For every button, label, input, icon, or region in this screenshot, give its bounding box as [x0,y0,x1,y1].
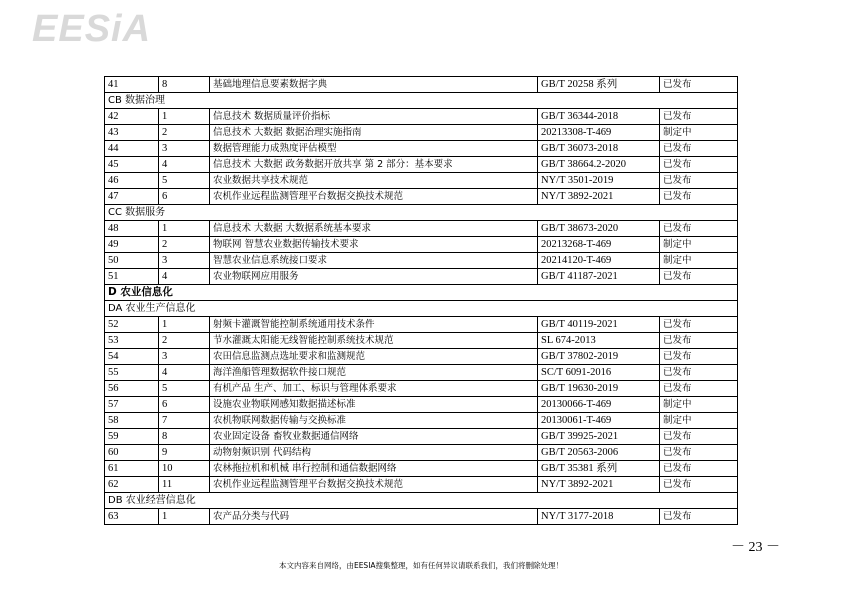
standard-code-cell: 20213308-T-469 [538,125,660,141]
table-row [105,381,738,397]
table-row [105,125,738,141]
table-row [105,173,738,189]
status-cell: 已发布 [660,269,738,285]
standards-table-body [105,77,738,525]
sequence-cell: 2 [159,125,210,141]
standard-code-cell: GB/T 41187-2021 [538,269,660,285]
standard-code-cell: 20130061-T-469 [538,413,660,429]
sequence-cell: 6 [159,397,210,413]
standard-code-cell: NY/T 3177-2018 [538,509,660,525]
row-number-cell: 51 [105,269,159,285]
sequence-cell: 5 [159,173,210,189]
table-row [105,445,738,461]
table-row [105,397,738,413]
standard-name-cell: 农林拖拉机和机械 串行控制和通信数据网络 [210,461,538,477]
table-row [105,413,738,429]
table-row [105,365,738,381]
standard-code-cell: NY/T 3892-2021 [538,477,660,493]
status-cell: 已发布 [660,349,738,365]
sequence-cell: 4 [159,269,210,285]
standard-name-cell: 信息技术 大数据 大数据系统基本要求 [210,221,538,237]
table-row [105,461,738,477]
table-row [105,157,738,173]
row-number-cell: 61 [105,461,159,477]
standard-code-cell: NY/T 3892-2021 [538,189,660,205]
table-row [105,317,738,333]
subcategory-heading: CB 数据治理 [105,93,738,109]
sequence-cell: 3 [159,253,210,269]
row-number-cell: 60 [105,445,159,461]
row-number-cell: 55 [105,365,159,381]
standard-code-cell: NY/T 3501-2019 [538,173,660,189]
table-row [105,141,738,157]
status-cell: 已发布 [660,221,738,237]
status-cell: 已发布 [660,317,738,333]
standard-code-cell: GB/T 39925-2021 [538,429,660,445]
row-number-cell: 56 [105,381,159,397]
sequence-cell: 2 [159,333,210,349]
row-number-cell: 53 [105,333,159,349]
table-row [105,269,738,285]
subcategory-heading: DB 农业经营信息化 [105,493,738,509]
subcategory-heading: DA 农业生产信息化 [105,301,738,317]
sequence-cell: 1 [159,317,210,333]
row-number-cell: 44 [105,141,159,157]
standard-code-cell: GB/T 38664.2-2020 [538,157,660,173]
standard-code-cell: GB/T 20258 系列 [538,77,660,93]
status-cell: 已发布 [660,461,738,477]
status-cell: 制定中 [660,125,738,141]
standard-name-cell: 智慧农业信息系统接口要求 [210,253,538,269]
category-heading-row [105,285,738,301]
row-number-cell: 59 [105,429,159,445]
standard-name-cell: 设施农业物联网感知数据描述标准 [210,397,538,413]
status-cell: 已发布 [660,429,738,445]
standard-name-cell: 农业数据共享技术规范 [210,173,538,189]
standard-name-cell: 信息技术 大数据 数据治理实施指南 [210,125,538,141]
status-cell: 已发布 [660,509,738,525]
standard-name-cell: 节水灌溉太阳能无线智能控制系统技术规范 [210,333,538,349]
sequence-cell: 6 [159,189,210,205]
standard-name-cell: 农机物联网数据传输与交换标准 [210,413,538,429]
row-number-cell: 47 [105,189,159,205]
subcategory-heading-row [105,205,738,221]
status-cell: 已发布 [660,77,738,93]
standard-name-cell: 射频卡灌溉智能控制系统通用技术条件 [210,317,538,333]
sequence-cell: 8 [159,429,210,445]
status-cell: 已发布 [660,445,738,461]
status-cell: 制定中 [660,237,738,253]
row-number-cell: 50 [105,253,159,269]
status-cell: 已发布 [660,333,738,349]
standard-code-cell: 20214120-T-469 [538,253,660,269]
sequence-cell: 11 [159,477,210,493]
table-row [105,349,738,365]
standard-name-cell: 农田信息监测点选址要求和监测规范 [210,349,538,365]
table-row [105,237,738,253]
sequence-cell: 4 [159,365,210,381]
table-row [105,509,738,525]
status-cell: 已发布 [660,157,738,173]
status-cell: 已发布 [660,189,738,205]
row-number-cell: 45 [105,157,159,173]
sequence-cell: 3 [159,349,210,365]
standard-code-cell: 20130066-T-469 [538,397,660,413]
standard-code-cell: GB/T 36073-2018 [538,141,660,157]
row-number-cell: 42 [105,109,159,125]
standard-code-cell: 20213268-T-469 [538,237,660,253]
table-row [105,477,738,493]
sequence-cell: 1 [159,221,210,237]
row-number-cell: 62 [105,477,159,493]
standard-name-cell: 农业物联网应用服务 [210,269,538,285]
row-number-cell: 58 [105,413,159,429]
row-number-cell: 48 [105,221,159,237]
sequence-cell: 9 [159,445,210,461]
row-number-cell: 41 [105,77,159,93]
row-number-cell: 46 [105,173,159,189]
standard-code-cell: GB/T 36344-2018 [538,109,660,125]
sequence-cell: 8 [159,77,210,93]
subcategory-heading-row [105,301,738,317]
status-cell: 制定中 [660,413,738,429]
standard-code-cell: GB/T 40119-2021 [538,317,660,333]
table-row [105,429,738,445]
sequence-cell: 4 [159,157,210,173]
subcategory-heading-row [105,93,738,109]
status-cell: 已发布 [660,109,738,125]
subcategory-heading-row [105,493,738,509]
table-row [105,221,738,237]
page-number: － 23 － [731,540,780,555]
sequence-cell: 1 [159,509,210,525]
sequence-cell: 10 [159,461,210,477]
subcategory-heading: CC 数据服务 [105,205,738,221]
standard-code-cell: GB/T 20563-2006 [538,445,660,461]
row-number-cell: 57 [105,397,159,413]
standard-code-cell: SL 674-2013 [538,333,660,349]
standard-name-cell: 农机作业远程监测管理平台数据交换技术规范 [210,189,538,205]
standard-name-cell: 物联网 智慧农业数据传输技术要求 [210,237,538,253]
status-cell: 已发布 [660,381,738,397]
status-cell: 已发布 [660,477,738,493]
standard-name-cell: 海洋渔船管理数据软件接口规范 [210,365,538,381]
status-cell: 已发布 [660,173,738,189]
standard-name-cell: 动物射频识别 代码结构 [210,445,538,461]
standard-name-cell: 有机产品 生产、加工、标识与管理体系要求 [210,381,538,397]
row-number-cell: 63 [105,509,159,525]
category-heading: D 农业信息化 [105,285,738,301]
sequence-cell: 3 [159,141,210,157]
table-row [105,189,738,205]
row-number-cell: 52 [105,317,159,333]
standard-name-cell: 信息技术 数据质量评价指标 [210,109,538,125]
standard-name-cell: 数据管理能力成熟度评估模型 [210,141,538,157]
standard-name-cell: 基础地理信息要素数据字典 [210,77,538,93]
status-cell: 制定中 [660,397,738,413]
standards-table [104,76,738,525]
standard-code-cell: GB/T 19630-2019 [538,381,660,397]
table-row [105,253,738,269]
standard-name-cell: 农机作业远程监测管理平台数据交换技术规范 [210,477,538,493]
row-number-cell: 43 [105,125,159,141]
table-row [105,333,738,349]
standard-code-cell: SC/T 6091-2016 [538,365,660,381]
table-row [105,109,738,125]
sequence-cell: 1 [159,109,210,125]
footer-disclaimer: 本文内容来自网络，由EESIA搜集整理，如有任何异议请联系我们，我们将删除处理！ [278,561,564,570]
status-cell: 制定中 [660,253,738,269]
eesia-logo: EESiA [32,8,152,50]
row-number-cell: 54 [105,349,159,365]
sequence-cell: 2 [159,237,210,253]
status-cell: 已发布 [660,365,738,381]
standard-name-cell: 农业固定设备 畜牧业数据通信网络 [210,429,538,445]
sequence-cell: 5 [159,381,210,397]
standard-name-cell: 农产品分类与代码 [210,509,538,525]
standard-code-cell: GB/T 38673-2020 [538,221,660,237]
standard-name-cell: 信息技术 大数据 政务数据开放共享 第 2 部分：基本要求 [210,157,538,173]
status-cell: 已发布 [660,141,738,157]
standard-code-cell: GB/T 37802-2019 [538,349,660,365]
table-row [105,77,738,93]
row-number-cell: 49 [105,237,159,253]
sequence-cell: 7 [159,413,210,429]
standard-code-cell: GB/T 35381 系列 [538,461,660,477]
